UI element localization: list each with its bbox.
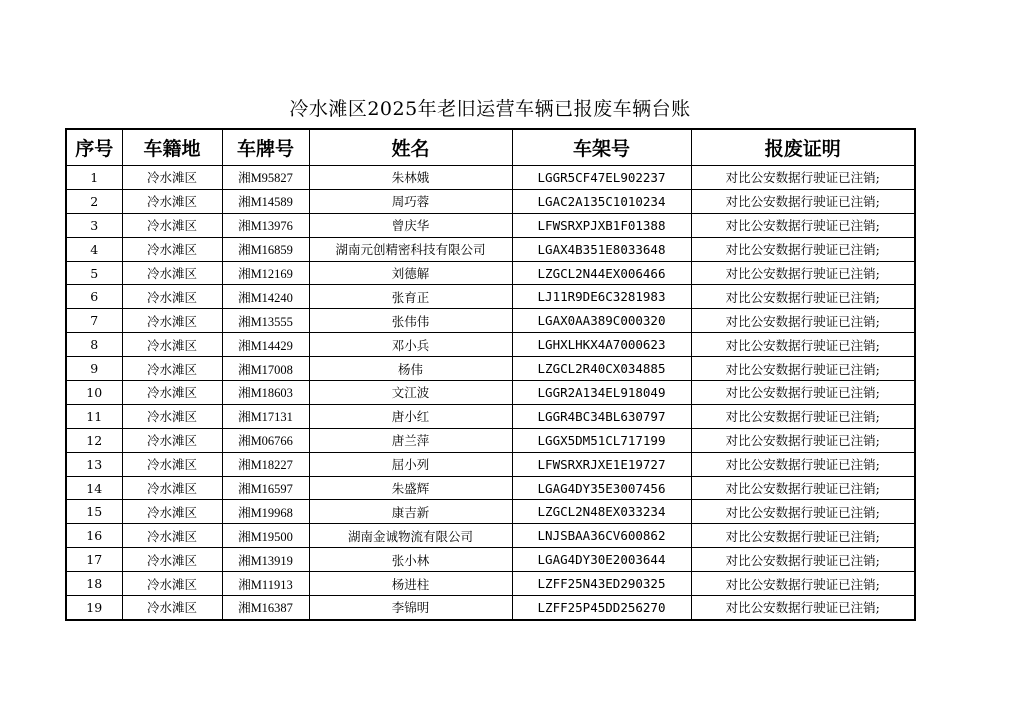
header-vin: 车架号 bbox=[512, 129, 691, 166]
cell-registration-place: 冷水滩区 bbox=[122, 452, 222, 476]
cell-registration-place: 冷水滩区 bbox=[122, 166, 222, 190]
cell-plate-number: 湘M17008 bbox=[222, 357, 309, 381]
cell-vin: LGAG4DY35E3007456 bbox=[512, 476, 691, 500]
table-row bbox=[66, 333, 915, 357]
table-row bbox=[66, 404, 915, 428]
cell-scrap-proof: 对比公安数据行驶证已注销; bbox=[691, 189, 915, 213]
cell-registration-place: 冷水滩区 bbox=[122, 285, 222, 309]
cell-vin: LZGCL2R40CX034885 bbox=[512, 357, 691, 381]
cell-plate-number: 湘M14429 bbox=[222, 333, 309, 357]
cell-scrap-proof: 对比公安数据行驶证已注销; bbox=[691, 572, 915, 596]
table-header-row bbox=[66, 129, 915, 166]
cell-serial-number: 9 bbox=[66, 357, 122, 381]
table-row bbox=[66, 428, 915, 452]
cell-registration-place: 冷水滩区 bbox=[122, 189, 222, 213]
cell-serial-number: 12 bbox=[66, 428, 122, 452]
header-scrap-proof: 报废证明 bbox=[691, 129, 915, 166]
table-row bbox=[66, 213, 915, 237]
cell-vin: LZFF25N43ED290325 bbox=[512, 572, 691, 596]
cell-registration-place: 冷水滩区 bbox=[122, 596, 222, 620]
cell-registration-place: 冷水滩区 bbox=[122, 381, 222, 405]
cell-plate-number: 湘M14589 bbox=[222, 189, 309, 213]
table-row bbox=[66, 548, 915, 572]
cell-owner-name: 邓小兵 bbox=[309, 333, 512, 357]
cell-plate-number: 湘M16859 bbox=[222, 237, 309, 261]
cell-vin: LGAX4B351E8033648 bbox=[512, 237, 691, 261]
table-body bbox=[66, 166, 915, 620]
cell-owner-name: 张小林 bbox=[309, 548, 512, 572]
cell-owner-name: 唐小红 bbox=[309, 404, 512, 428]
cell-registration-place: 冷水滩区 bbox=[122, 404, 222, 428]
cell-serial-number: 3 bbox=[66, 213, 122, 237]
cell-owner-name: 张育正 bbox=[309, 285, 512, 309]
cell-scrap-proof: 对比公安数据行驶证已注销; bbox=[691, 596, 915, 620]
cell-registration-place: 冷水滩区 bbox=[122, 261, 222, 285]
cell-serial-number: 17 bbox=[66, 548, 122, 572]
scrapped-vehicle-ledger-table bbox=[65, 128, 916, 621]
cell-owner-name: 周巧蓉 bbox=[309, 189, 512, 213]
cell-registration-place: 冷水滩区 bbox=[122, 500, 222, 524]
cell-registration-place: 冷水滩区 bbox=[122, 572, 222, 596]
cell-plate-number: 湘M17131 bbox=[222, 404, 309, 428]
cell-vin: LFWSRXPJXB1F01388 bbox=[512, 213, 691, 237]
cell-serial-number: 13 bbox=[66, 452, 122, 476]
cell-scrap-proof: 对比公安数据行驶证已注销; bbox=[691, 357, 915, 381]
cell-serial-number: 4 bbox=[66, 237, 122, 261]
cell-plate-number: 湘M06766 bbox=[222, 428, 309, 452]
cell-plate-number: 湘M16387 bbox=[222, 596, 309, 620]
table-row bbox=[66, 476, 915, 500]
cell-owner-name: 张伟伟 bbox=[309, 309, 512, 333]
cell-registration-place: 冷水滩区 bbox=[122, 524, 222, 548]
cell-scrap-proof: 对比公安数据行驶证已注销; bbox=[691, 333, 915, 357]
cell-owner-name: 朱林娥 bbox=[309, 166, 512, 190]
table-row bbox=[66, 452, 915, 476]
cell-scrap-proof: 对比公安数据行驶证已注销; bbox=[691, 404, 915, 428]
cell-registration-place: 冷水滩区 bbox=[122, 357, 222, 381]
cell-owner-name: 唐兰萍 bbox=[309, 428, 512, 452]
cell-owner-name: 李锦明 bbox=[309, 596, 512, 620]
table-row bbox=[66, 261, 915, 285]
cell-plate-number: 湘M12169 bbox=[222, 261, 309, 285]
cell-plate-number: 湘M14240 bbox=[222, 285, 309, 309]
cell-plate-number: 湘M11913 bbox=[222, 572, 309, 596]
cell-serial-number: 6 bbox=[66, 285, 122, 309]
cell-owner-name: 屈小列 bbox=[309, 452, 512, 476]
cell-scrap-proof: 对比公安数据行驶证已注销; bbox=[691, 213, 915, 237]
cell-vin: LNJSBAA36CV600862 bbox=[512, 524, 691, 548]
cell-vin: LZGCL2N44EX006466 bbox=[512, 261, 691, 285]
table-row bbox=[66, 572, 915, 596]
cell-scrap-proof: 对比公安数据行驶证已注销; bbox=[691, 500, 915, 524]
cell-scrap-proof: 对比公安数据行驶证已注销; bbox=[691, 285, 915, 309]
table-row bbox=[66, 237, 915, 261]
cell-vin: LGGR4BC34BL630797 bbox=[512, 404, 691, 428]
cell-serial-number: 10 bbox=[66, 381, 122, 405]
table-row bbox=[66, 596, 915, 620]
table-row bbox=[66, 524, 915, 548]
table-row bbox=[66, 285, 915, 309]
cell-owner-name: 康吉新 bbox=[309, 500, 512, 524]
table-row bbox=[66, 166, 915, 190]
cell-serial-number: 15 bbox=[66, 500, 122, 524]
cell-owner-name: 朱盛辉 bbox=[309, 476, 512, 500]
cell-vin: LGHXLHKX4A7000623 bbox=[512, 333, 691, 357]
header-serial-number: 序号 bbox=[66, 129, 122, 166]
cell-vin: LGGR5CF47EL902237 bbox=[512, 166, 691, 190]
cell-vin: LZGCL2N48EX033234 bbox=[512, 500, 691, 524]
cell-owner-name: 杨伟 bbox=[309, 357, 512, 381]
cell-owner-name: 刘德解 bbox=[309, 261, 512, 285]
cell-registration-place: 冷水滩区 bbox=[122, 548, 222, 572]
cell-vin: LGAG4DY30E2003644 bbox=[512, 548, 691, 572]
cell-plate-number: 湘M18227 bbox=[222, 452, 309, 476]
cell-owner-name: 湖南金诚物流有限公司 bbox=[309, 524, 512, 548]
header-registration-place: 车籍地 bbox=[122, 129, 222, 166]
cell-plate-number: 湘M13976 bbox=[222, 213, 309, 237]
cell-vin: LFWSRXRJXE1E19727 bbox=[512, 452, 691, 476]
cell-registration-place: 冷水滩区 bbox=[122, 428, 222, 452]
table-row bbox=[66, 500, 915, 524]
cell-serial-number: 14 bbox=[66, 476, 122, 500]
cell-vin: LGGX5DM51CL717199 bbox=[512, 428, 691, 452]
cell-plate-number: 湘M95827 bbox=[222, 166, 309, 190]
cell-scrap-proof: 对比公安数据行驶证已注销; bbox=[691, 237, 915, 261]
table-row bbox=[66, 189, 915, 213]
cell-vin: LZFF25P45DD256270 bbox=[512, 596, 691, 620]
cell-serial-number: 19 bbox=[66, 596, 122, 620]
header-owner-name: 姓名 bbox=[309, 129, 512, 166]
header-plate-number: 车牌号 bbox=[222, 129, 309, 166]
table-row bbox=[66, 381, 915, 405]
cell-scrap-proof: 对比公安数据行驶证已注销; bbox=[691, 261, 915, 285]
cell-scrap-proof: 对比公安数据行驶证已注销; bbox=[691, 309, 915, 333]
cell-vin: LGAC2A135C1010234 bbox=[512, 189, 691, 213]
cell-owner-name: 文江波 bbox=[309, 381, 512, 405]
cell-registration-place: 冷水滩区 bbox=[122, 237, 222, 261]
cell-serial-number: 7 bbox=[66, 309, 122, 333]
cell-plate-number: 湘M13919 bbox=[222, 548, 309, 572]
cell-scrap-proof: 对比公安数据行驶证已注销; bbox=[691, 381, 915, 405]
cell-serial-number: 16 bbox=[66, 524, 122, 548]
cell-registration-place: 冷水滩区 bbox=[122, 213, 222, 237]
table-row bbox=[66, 309, 915, 333]
cell-registration-place: 冷水滩区 bbox=[122, 333, 222, 357]
cell-plate-number: 湘M18603 bbox=[222, 381, 309, 405]
table-row bbox=[66, 357, 915, 381]
cell-owner-name: 曾庆华 bbox=[309, 213, 512, 237]
cell-serial-number: 2 bbox=[66, 189, 122, 213]
cell-vin: LJ11R9DE6C3281983 bbox=[512, 285, 691, 309]
cell-plate-number: 湘M16597 bbox=[222, 476, 309, 500]
cell-scrap-proof: 对比公安数据行驶证已注销; bbox=[691, 524, 915, 548]
cell-scrap-proof: 对比公安数据行驶证已注销; bbox=[691, 166, 915, 190]
cell-scrap-proof: 对比公安数据行驶证已注销; bbox=[691, 548, 915, 572]
cell-owner-name: 杨进柱 bbox=[309, 572, 512, 596]
cell-serial-number: 8 bbox=[66, 333, 122, 357]
cell-scrap-proof: 对比公安数据行驶证已注销; bbox=[691, 476, 915, 500]
cell-scrap-proof: 对比公安数据行驶证已注销; bbox=[691, 428, 915, 452]
document-title: 冷水滩区2025年老旧运营车辆已报废车辆台账 bbox=[289, 98, 691, 120]
cell-vin: LGGR2A134EL918049 bbox=[512, 381, 691, 405]
cell-plate-number: 湘M19968 bbox=[222, 500, 309, 524]
cell-registration-place: 冷水滩区 bbox=[122, 309, 222, 333]
cell-plate-number: 湘M19500 bbox=[222, 524, 309, 548]
cell-plate-number: 湘M13555 bbox=[222, 309, 309, 333]
cell-scrap-proof: 对比公安数据行驶证已注销; bbox=[691, 452, 915, 476]
cell-vin: LGAX0AA389C000320 bbox=[512, 309, 691, 333]
cell-owner-name: 湖南元创精密科技有限公司 bbox=[309, 237, 512, 261]
cell-serial-number: 1 bbox=[66, 166, 122, 190]
cell-registration-place: 冷水滩区 bbox=[122, 476, 222, 500]
cell-serial-number: 11 bbox=[66, 404, 122, 428]
cell-serial-number: 18 bbox=[66, 572, 122, 596]
cell-serial-number: 5 bbox=[66, 261, 122, 285]
